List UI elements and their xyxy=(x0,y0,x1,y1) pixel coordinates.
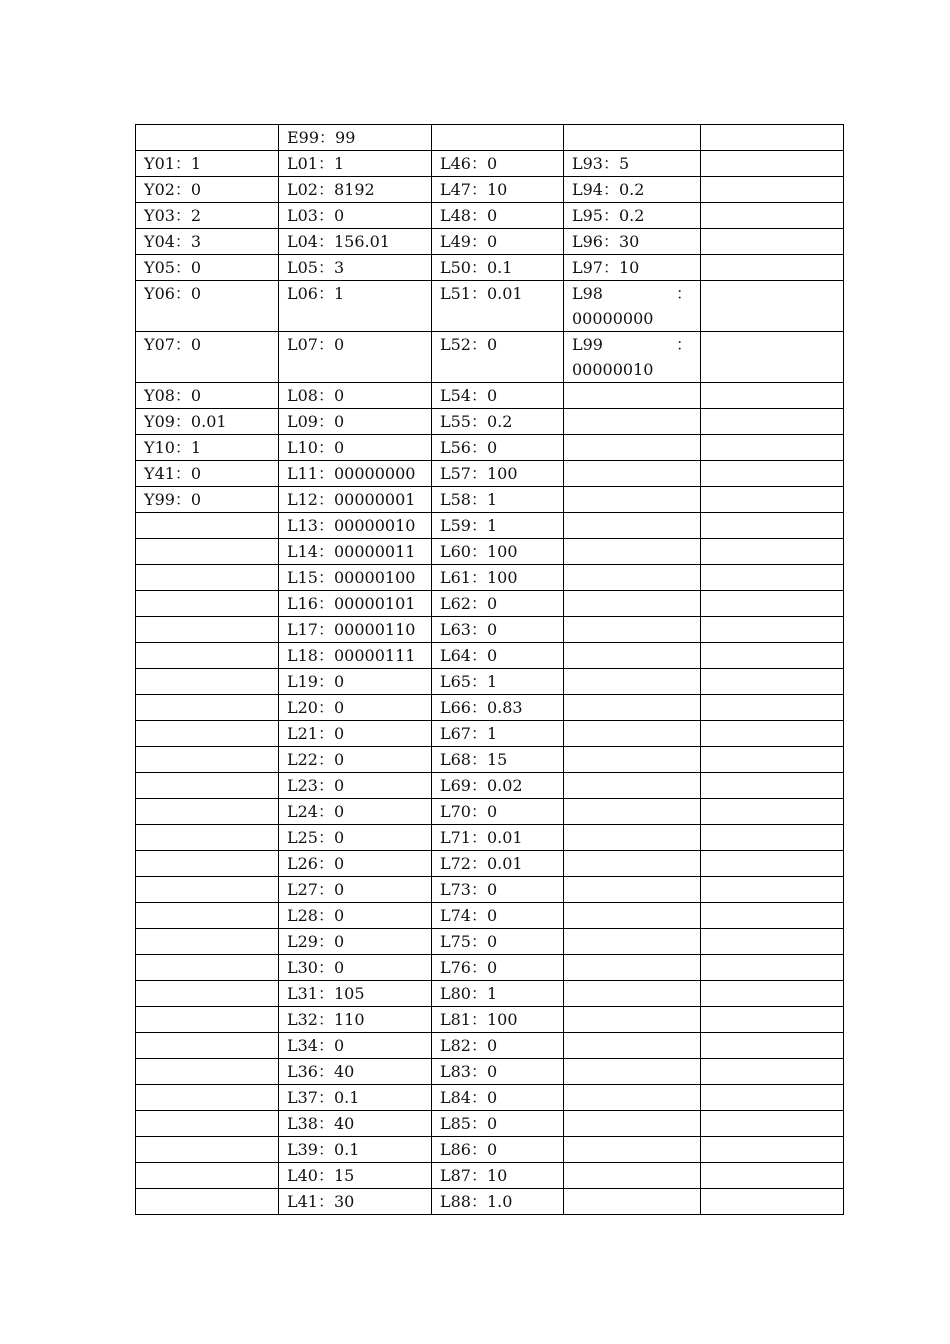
table-cell: L61：100 xyxy=(432,565,564,591)
table-cell: Y06：0 xyxy=(136,281,279,332)
table-cell xyxy=(701,255,844,281)
table-cell xyxy=(564,1163,701,1189)
table-cell xyxy=(701,877,844,903)
parameter-name: L99 xyxy=(572,335,603,354)
table-cell: L10：0 xyxy=(279,435,432,461)
table-cell xyxy=(564,1111,701,1137)
table-row xyxy=(136,383,844,409)
table-cell xyxy=(701,177,844,203)
table-cell xyxy=(136,513,279,539)
parameter-separator: ： xyxy=(675,335,692,354)
table-cell xyxy=(136,1137,279,1163)
table-row xyxy=(136,1033,844,1059)
table-cell xyxy=(701,435,844,461)
table-cell: L51：0.01 xyxy=(432,281,564,332)
table-cell: L83：0 xyxy=(432,1059,564,1085)
table-cell: L97：10 xyxy=(564,255,701,281)
table-cell: L40：15 xyxy=(279,1163,432,1189)
table-row xyxy=(136,435,844,461)
table-cell: Y02：0 xyxy=(136,177,279,203)
table-cell xyxy=(564,461,701,487)
table-row xyxy=(136,229,844,255)
table-row xyxy=(136,461,844,487)
table-cell xyxy=(136,695,279,721)
table-cell: L71：0.01 xyxy=(432,825,564,851)
table-cell xyxy=(564,825,701,851)
table-cell: L07：0 xyxy=(279,332,432,383)
table-row xyxy=(136,721,844,747)
table-cell xyxy=(564,981,701,1007)
table-cell xyxy=(701,929,844,955)
table-cell xyxy=(432,125,564,151)
table-row xyxy=(136,695,844,721)
table-cell: L14：00000011 xyxy=(279,539,432,565)
table-cell: L84：0 xyxy=(432,1085,564,1111)
table-cell: L15：00000100 xyxy=(279,565,432,591)
table-cell xyxy=(701,591,844,617)
table-cell: L60：100 xyxy=(432,539,564,565)
table-row xyxy=(136,281,844,332)
table-cell xyxy=(136,669,279,695)
table-row xyxy=(136,1059,844,1085)
table-cell xyxy=(701,1189,844,1215)
table-row xyxy=(136,1189,844,1215)
table-cell: Y99：0 xyxy=(136,487,279,513)
table-cell xyxy=(701,1163,844,1189)
table-cell: Y03：2 xyxy=(136,203,279,229)
table-cell xyxy=(701,461,844,487)
table-cell: L76：0 xyxy=(432,955,564,981)
table-cell xyxy=(136,747,279,773)
table-cell xyxy=(701,1137,844,1163)
table-cell: L28：0 xyxy=(279,903,432,929)
table-cell xyxy=(701,955,844,981)
parameter-name: L98 xyxy=(572,284,603,303)
table-cell: L72：0.01 xyxy=(432,851,564,877)
table-cell: L64：0 xyxy=(432,643,564,669)
table-cell: L08：0 xyxy=(279,383,432,409)
table-cell xyxy=(564,487,701,513)
table-row xyxy=(136,203,844,229)
table-cell: L26：0 xyxy=(279,851,432,877)
table-cell xyxy=(701,747,844,773)
table-cell: L68：15 xyxy=(432,747,564,773)
table-cell: L23：0 xyxy=(279,773,432,799)
table-row xyxy=(136,643,844,669)
table-cell: L34：0 xyxy=(279,1033,432,1059)
table-cell: L62：0 xyxy=(432,591,564,617)
table-cell xyxy=(136,539,279,565)
table-cell: L41：30 xyxy=(279,1189,432,1215)
table-cell xyxy=(564,955,701,981)
table-cell xyxy=(136,773,279,799)
table-cell xyxy=(701,1007,844,1033)
table-cell: L96：30 xyxy=(564,229,701,255)
table-row xyxy=(136,1007,844,1033)
table-cell xyxy=(136,1033,279,1059)
table-cell: L20：0 xyxy=(279,695,432,721)
table-cell xyxy=(136,125,279,151)
table-cell xyxy=(136,877,279,903)
table-cell xyxy=(136,1111,279,1137)
table-cell: L02：8192 xyxy=(279,177,432,203)
parameter-table-body xyxy=(136,125,844,1215)
table-cell: L04：156.01 xyxy=(279,229,432,255)
table-cell xyxy=(701,281,844,332)
table-cell xyxy=(701,125,844,151)
table-cell xyxy=(564,1085,701,1111)
table-cell xyxy=(701,695,844,721)
table-cell xyxy=(136,617,279,643)
table-cell: L01：1 xyxy=(279,151,432,177)
table-cell xyxy=(564,332,701,383)
table-cell xyxy=(136,1007,279,1033)
table-row xyxy=(136,825,844,851)
table-row xyxy=(136,851,844,877)
table-cell: L12：00000001 xyxy=(279,487,432,513)
table-cell: L59：1 xyxy=(432,513,564,539)
table-cell xyxy=(136,851,279,877)
table-row xyxy=(136,773,844,799)
table-cell xyxy=(564,669,701,695)
table-cell xyxy=(564,747,701,773)
table-cell: L80：1 xyxy=(432,981,564,1007)
table-cell xyxy=(136,1189,279,1215)
table-row xyxy=(136,877,844,903)
table-cell: L22：0 xyxy=(279,747,432,773)
table-row xyxy=(136,409,844,435)
table-row xyxy=(136,617,844,643)
table-cell: L29：0 xyxy=(279,929,432,955)
table-cell xyxy=(564,695,701,721)
table-cell: L67：1 xyxy=(432,721,564,747)
table-cell: L46：0 xyxy=(432,151,564,177)
table-cell xyxy=(701,487,844,513)
table-cell xyxy=(136,1163,279,1189)
table-row xyxy=(136,487,844,513)
table-cell xyxy=(701,617,844,643)
table-cell: L65：1 xyxy=(432,669,564,695)
table-cell: L18：00000111 xyxy=(279,643,432,669)
table-cell xyxy=(701,203,844,229)
table-cell: L13：00000010 xyxy=(279,513,432,539)
table-cell: L05：3 xyxy=(279,255,432,281)
table-cell: Y04：3 xyxy=(136,229,279,255)
parameter-separator: ： xyxy=(675,284,692,303)
table-row xyxy=(136,539,844,565)
table-cell xyxy=(136,591,279,617)
table-row xyxy=(136,929,844,955)
table-row xyxy=(136,565,844,591)
table-cell: L09：0 xyxy=(279,409,432,435)
table-cell xyxy=(136,825,279,851)
table-cell: E99：99 xyxy=(279,125,432,151)
table-cell: Y41：0 xyxy=(136,461,279,487)
table-cell xyxy=(564,1137,701,1163)
table-cell: L70：0 xyxy=(432,799,564,825)
table-cell: L17：00000110 xyxy=(279,617,432,643)
table-cell xyxy=(564,383,701,409)
table-cell xyxy=(701,409,844,435)
table-cell xyxy=(564,409,701,435)
table-cell xyxy=(564,851,701,877)
table-cell: L88：1.0 xyxy=(432,1189,564,1215)
table-row xyxy=(136,1111,844,1137)
table-cell xyxy=(701,229,844,255)
table-row xyxy=(136,177,844,203)
table-cell xyxy=(136,981,279,1007)
table-cell: L30：0 xyxy=(279,955,432,981)
table-cell xyxy=(136,1059,279,1085)
table-cell: L39：0.1 xyxy=(279,1137,432,1163)
table-row xyxy=(136,151,844,177)
table-cell: L37：0.1 xyxy=(279,1085,432,1111)
table-row xyxy=(136,255,844,281)
table-cell xyxy=(136,799,279,825)
table-cell: L85：0 xyxy=(432,1111,564,1137)
table-cell xyxy=(564,1059,701,1085)
table-cell: L56：0 xyxy=(432,435,564,461)
table-cell xyxy=(136,929,279,955)
table-cell xyxy=(564,125,701,151)
table-row xyxy=(136,332,844,383)
table-cell: L93：5 xyxy=(564,151,701,177)
table-row xyxy=(136,799,844,825)
table-cell: L27：0 xyxy=(279,877,432,903)
table-cell xyxy=(701,773,844,799)
wrapped-parameter xyxy=(572,281,692,331)
parameter-value: 00000010 xyxy=(572,360,654,379)
parameter-name-line xyxy=(572,332,692,357)
table-cell xyxy=(701,539,844,565)
table-row xyxy=(136,669,844,695)
table-cell xyxy=(701,825,844,851)
table-cell: L66：0.83 xyxy=(432,695,564,721)
table-row xyxy=(136,1085,844,1111)
table-cell: L95：0.2 xyxy=(564,203,701,229)
table-cell: L16：00000101 xyxy=(279,591,432,617)
table-row xyxy=(136,955,844,981)
table-cell xyxy=(701,903,844,929)
table-cell xyxy=(701,151,844,177)
table-cell: L32：110 xyxy=(279,1007,432,1033)
table-cell: L55：0.2 xyxy=(432,409,564,435)
table-cell: L81：100 xyxy=(432,1007,564,1033)
table-cell xyxy=(564,929,701,955)
table-cell xyxy=(701,799,844,825)
table-cell: L57：100 xyxy=(432,461,564,487)
table-cell xyxy=(701,1085,844,1111)
table-cell xyxy=(701,1033,844,1059)
table-cell: L31：105 xyxy=(279,981,432,1007)
table-cell xyxy=(701,565,844,591)
table-cell xyxy=(136,903,279,929)
table-row xyxy=(136,513,844,539)
table-cell: Y09：0.01 xyxy=(136,409,279,435)
table-cell: L25：0 xyxy=(279,825,432,851)
table-cell: L48：0 xyxy=(432,203,564,229)
table-cell: L87：10 xyxy=(432,1163,564,1189)
table-cell xyxy=(701,669,844,695)
table-cell: L03：0 xyxy=(279,203,432,229)
table-cell xyxy=(564,1007,701,1033)
table-cell xyxy=(701,513,844,539)
table-row xyxy=(136,747,844,773)
table-cell xyxy=(564,773,701,799)
parameter-table xyxy=(135,124,844,1215)
table-cell: L86：0 xyxy=(432,1137,564,1163)
table-cell xyxy=(701,383,844,409)
table-cell xyxy=(564,799,701,825)
table-cell xyxy=(564,877,701,903)
table-cell xyxy=(564,643,701,669)
table-cell: L94：0.2 xyxy=(564,177,701,203)
table-cell: Y10：1 xyxy=(136,435,279,461)
table-cell xyxy=(136,643,279,669)
table-cell: L74：0 xyxy=(432,903,564,929)
table-cell: L52：0 xyxy=(432,332,564,383)
table-cell: L75：0 xyxy=(432,929,564,955)
parameter-value: 00000000 xyxy=(572,309,654,328)
table-cell xyxy=(136,955,279,981)
table-cell: L11：00000000 xyxy=(279,461,432,487)
table-cell xyxy=(564,591,701,617)
table-cell: L38：40 xyxy=(279,1111,432,1137)
table-cell: L49：0 xyxy=(432,229,564,255)
table-cell xyxy=(564,539,701,565)
table-cell: L47：10 xyxy=(432,177,564,203)
table-cell: Y07：0 xyxy=(136,332,279,383)
table-cell xyxy=(564,513,701,539)
table-cell xyxy=(701,643,844,669)
table-cell: L06：1 xyxy=(279,281,432,332)
table-cell: L21：0 xyxy=(279,721,432,747)
table-cell xyxy=(136,1085,279,1111)
table-cell: L50：0.1 xyxy=(432,255,564,281)
table-row xyxy=(136,981,844,1007)
table-cell: L54：0 xyxy=(432,383,564,409)
table-cell: L24：0 xyxy=(279,799,432,825)
table-cell xyxy=(564,565,701,591)
table-cell: L73：0 xyxy=(432,877,564,903)
table-cell: L82：0 xyxy=(432,1033,564,1059)
table-cell xyxy=(564,617,701,643)
table-cell xyxy=(564,435,701,461)
table-cell: Y01：1 xyxy=(136,151,279,177)
table-cell xyxy=(564,1033,701,1059)
table-cell xyxy=(701,332,844,383)
table-cell xyxy=(564,903,701,929)
table-row xyxy=(136,1137,844,1163)
table-cell xyxy=(701,1059,844,1085)
parameter-name-line xyxy=(572,281,692,306)
table-row xyxy=(136,125,844,151)
table-cell: Y05：0 xyxy=(136,255,279,281)
table-cell xyxy=(564,721,701,747)
table-cell xyxy=(701,851,844,877)
table-cell xyxy=(701,981,844,1007)
table-cell xyxy=(136,721,279,747)
table-cell xyxy=(136,565,279,591)
table-cell: Y08：0 xyxy=(136,383,279,409)
table-cell xyxy=(564,1189,701,1215)
table-row xyxy=(136,1163,844,1189)
table-row xyxy=(136,591,844,617)
wrapped-parameter xyxy=(572,332,692,382)
table-cell: L58：1 xyxy=(432,487,564,513)
table-cell: L63：0 xyxy=(432,617,564,643)
table-cell xyxy=(564,281,701,332)
table-cell: L69：0.02 xyxy=(432,773,564,799)
table-cell: L36：40 xyxy=(279,1059,432,1085)
table-cell xyxy=(701,721,844,747)
table-cell xyxy=(701,1111,844,1137)
table-row xyxy=(136,903,844,929)
table-cell: L19：0 xyxy=(279,669,432,695)
